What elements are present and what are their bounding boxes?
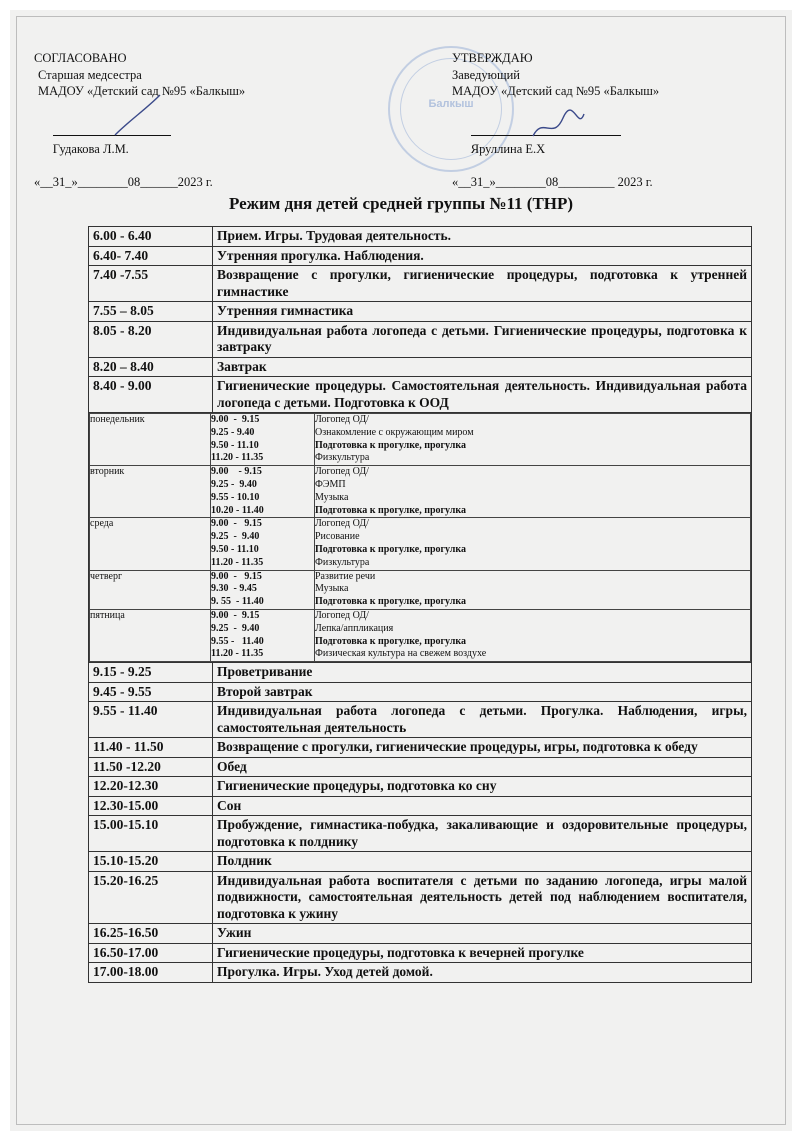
page-title: Режим дня детей средней группы №11 (ТНР) [228,194,574,213]
schedule-activity: Индивидуальная работа логопеда с детьми. Прогулка. Наблюдения, игры, самостоятельная деятельность [213,702,752,738]
weekday-time-slot: 11.20 - 11.35 [211,648,264,660]
weekday-times [211,570,315,609]
weekday-activity: Логопед ОД/ [315,466,369,478]
schedule-row [89,924,752,944]
schedule-activity: Полдник [213,852,752,872]
weekday-activity: Музыка [315,583,349,595]
weekday-activity: Подготовка к прогулке, прогулка [315,596,467,608]
schedule-time: 12.20-12.30 [89,777,213,797]
weekday-row [90,518,751,570]
weekday-activity: Физическая культура на свежем воздухе [315,648,487,660]
weekday-activity: Рисование [315,531,360,543]
schedule-activity: Сон [213,796,752,816]
weekday-name: пятница [90,609,211,661]
weekday-activities [315,570,751,609]
weekday-activities [315,518,751,570]
schedule-row [89,357,752,377]
signature-right [528,106,588,146]
approval-position: Заведующий [452,67,520,82]
weekday-row [90,570,751,609]
weekday-name: понедельник [90,414,211,466]
schedule-bottom-section [89,663,752,983]
weekday-time-slot: 9.00 - 9.15 [211,414,260,425]
weekday-row [90,414,751,466]
schedule-activity: Индивидуальная работа логопеда с детьми. Гигиенические процедуры, подготовка к завтраку [213,321,752,357]
weekday-row [90,609,751,661]
weekday-activities [315,466,751,518]
weekday-time-slot: 9.00 - 9.15 [211,570,262,582]
schedule-row [89,871,752,924]
weekday-time-slot: 9.25 - 9.40 [211,622,260,634]
schedule-time: 17.00-18.00 [89,963,213,983]
weekday-name: четверг [90,570,211,609]
weekday-activity: Логопед ОД/ [315,518,369,530]
schedule-activity: Обед [213,757,752,777]
schedule-activity: Возвращение с прогулки, гигиенические процедуры, подготовка к утренней гимнастике [213,266,752,302]
schedule-row [89,757,752,777]
weekday-activity: Развитие речи [315,570,376,582]
schedule-activity: Индивидуальная работа воспитателя с детьми по заданию логопеда, игры малой подвижности, самостоятельная деятельность детей под наблюдением воспитателя, подготовка к ужину [213,871,752,924]
schedule-time: 11.50 -12.20 [89,757,213,777]
schedule-time: 6.00 - 6.40 [89,227,213,247]
weekday-time-slot: 9. 55 - 11.40 [211,596,264,608]
schedule-row [89,852,752,872]
weekday-time-slot: 9.00 - 9.15 [211,609,260,621]
schedule-row [89,702,752,738]
schedule-time: 8.40 - 9.00 [89,377,213,413]
weekday-activity: Подготовка к прогулке, прогулка [315,504,467,516]
schedule-time: 9.45 - 9.55 [89,682,213,702]
weekday-times [211,466,315,518]
weekday-activity: Подготовка к прогулке, прогулка [315,439,467,451]
weekday-activity: Лепка/аппликация [315,622,394,634]
schedule-row [89,682,752,702]
schedule-time: 6.40- 7.40 [89,246,213,266]
approval-organization: МАДОУ «Детский сад №95 «Балкыш» [452,84,660,98]
schedule-activity: Утренняя гимнастика [213,302,752,322]
schedule-table [88,226,752,983]
weekday-time-slot: 9.00 - 9.15 [211,466,262,478]
weekday-activity: Логопед ОД/ [315,414,369,425]
schedule-row [89,266,752,302]
weekday-activity: Ознакомление с окружающим миром [315,426,474,438]
approval-heading: СОГЛАСОВАНО [34,51,127,65]
schedule-row [89,377,752,413]
weekday-table [89,413,751,662]
schedule-activity: Прием. Игры. Трудовая деятельность. [213,227,752,247]
schedule-activity: Ужин [213,924,752,944]
weekday-row [90,466,751,518]
schedule-row [89,963,752,983]
schedule-activity: Проветривание [213,663,752,683]
schedule-time: 16.25-16.50 [89,924,213,944]
schedule-time: 12.30-15.00 [89,796,213,816]
schedule-activity: Гигиенические процедуры. Самостоятельная деятельность. Индивидуальная работа логопеда с детьми. Подготовка к ООД [213,377,752,413]
schedule-time: 8.20 – 8.40 [89,357,213,377]
weekday-time-slot: 9.55 - 10.10 [211,491,260,503]
weekday-activity: Подготовка к прогулке, прогулка [315,635,467,647]
weekday-time-slot: 9.00 - 9.15 [211,518,262,530]
schedule-row [89,777,752,797]
weekday-name: вторник [90,466,211,518]
weekday-name: среда [90,518,211,570]
schedule-activity: Возвращение с прогулки, гигиенические процедуры, игры, подготовка к обеду [213,738,752,758]
signature-left [110,90,170,140]
schedule-row [89,943,752,963]
approval-date: «__31_»________08______2023 г. [34,174,213,189]
schedule-activity: Завтрак [213,357,752,377]
weekday-activity: Логопед ОД/ [315,609,369,621]
schedule-row [89,816,752,852]
schedule-time: 7.55 – 8.05 [89,302,213,322]
weekday-section [89,413,752,663]
weekday-times [211,414,315,466]
weekday-time-slot: 9.55 - 11.40 [211,635,264,647]
schedule-activity: Утренняя прогулка. Наблюдения. [213,246,752,266]
weekday-activities [315,414,751,466]
schedule-time: 9.55 - 11.40 [89,702,213,738]
stamp-text: Балкыш [428,98,474,110]
weekday-times [211,609,315,661]
weekday-time-slot: 9.25 - 9.40 [211,478,257,490]
schedule-row [89,321,752,357]
schedule-time: 9.15 - 9.25 [89,663,213,683]
schedule-top-section [89,227,752,413]
schedule-activity: Пробуждение, гимнастика-побудка, закаливающие и оздоровительные процедуры, подготовка к полднику [213,816,752,852]
approval-date: «__31_»________08_________ 2023 г. [452,174,653,189]
weekday-activities [315,609,751,661]
schedule-row [89,738,752,758]
weekday-time-slot: 9.50 - 11.10 [211,439,259,451]
weekday-activity: Музыка [315,491,349,503]
weekday-time-slot: 9.25 - 9.40 [211,531,260,543]
weekday-activity: Подготовка к прогулке, прогулка [315,543,467,555]
approval-heading: УТВЕРЖДАЮ [452,51,533,65]
weekday-time-slot: 9.25 - 9.40 [211,426,255,438]
schedule-activity: Второй завтрак [213,682,752,702]
schedule-row [89,796,752,816]
weekday-activity: Физкультура [315,452,370,464]
schedule-activity: Прогулка. Игры. Уход детей домой. [213,963,752,983]
schedule-time: 8.05 - 8.20 [89,321,213,357]
schedule-time: 15.10-15.20 [89,852,213,872]
weekday-activity: ФЭМП [315,478,346,490]
weekday-times [211,518,315,570]
weekday-activity: Физкультура [315,556,370,568]
schedule-activity: Гигиенические процедуры, подготовка к вечерней прогулке [213,943,752,963]
schedule-row [89,227,752,247]
approval-signer: Яруллина Е.Х [470,141,546,156]
schedule-row [89,302,752,322]
weekday-time-slot: 9.30 - 9.45 [211,583,257,595]
weekday-cell [89,413,752,663]
weekday-time-slot: 9.50 - 11.10 [211,543,259,555]
approval-signer: Гудакова Л.М. [52,141,129,156]
document-page [10,10,792,1131]
schedule-row [89,663,752,683]
schedule-time: 15.00-15.10 [89,816,213,852]
approval-position: Старшая медсестра [38,67,142,82]
schedule-activity: Гигиенические процедуры, подготовка ко сну [213,777,752,797]
schedule-row [89,246,752,266]
weekday-time-slot: 10.20 - 11.40 [211,504,264,516]
approval-organization: МАДОУ «Детский сад №95 «Балкыш» [38,84,246,98]
schedule-time: 15.20-16.25 [89,871,213,924]
weekday-time-slot: 11.20 - 11.35 [211,556,264,568]
schedule-time: 7.40 -7.55 [89,266,213,302]
weekday-time-slot: 11.20 - 11.35 [211,452,264,464]
schedule-time: 16.50-17.00 [89,943,213,963]
schedule-time: 11.40 - 11.50 [89,738,213,758]
